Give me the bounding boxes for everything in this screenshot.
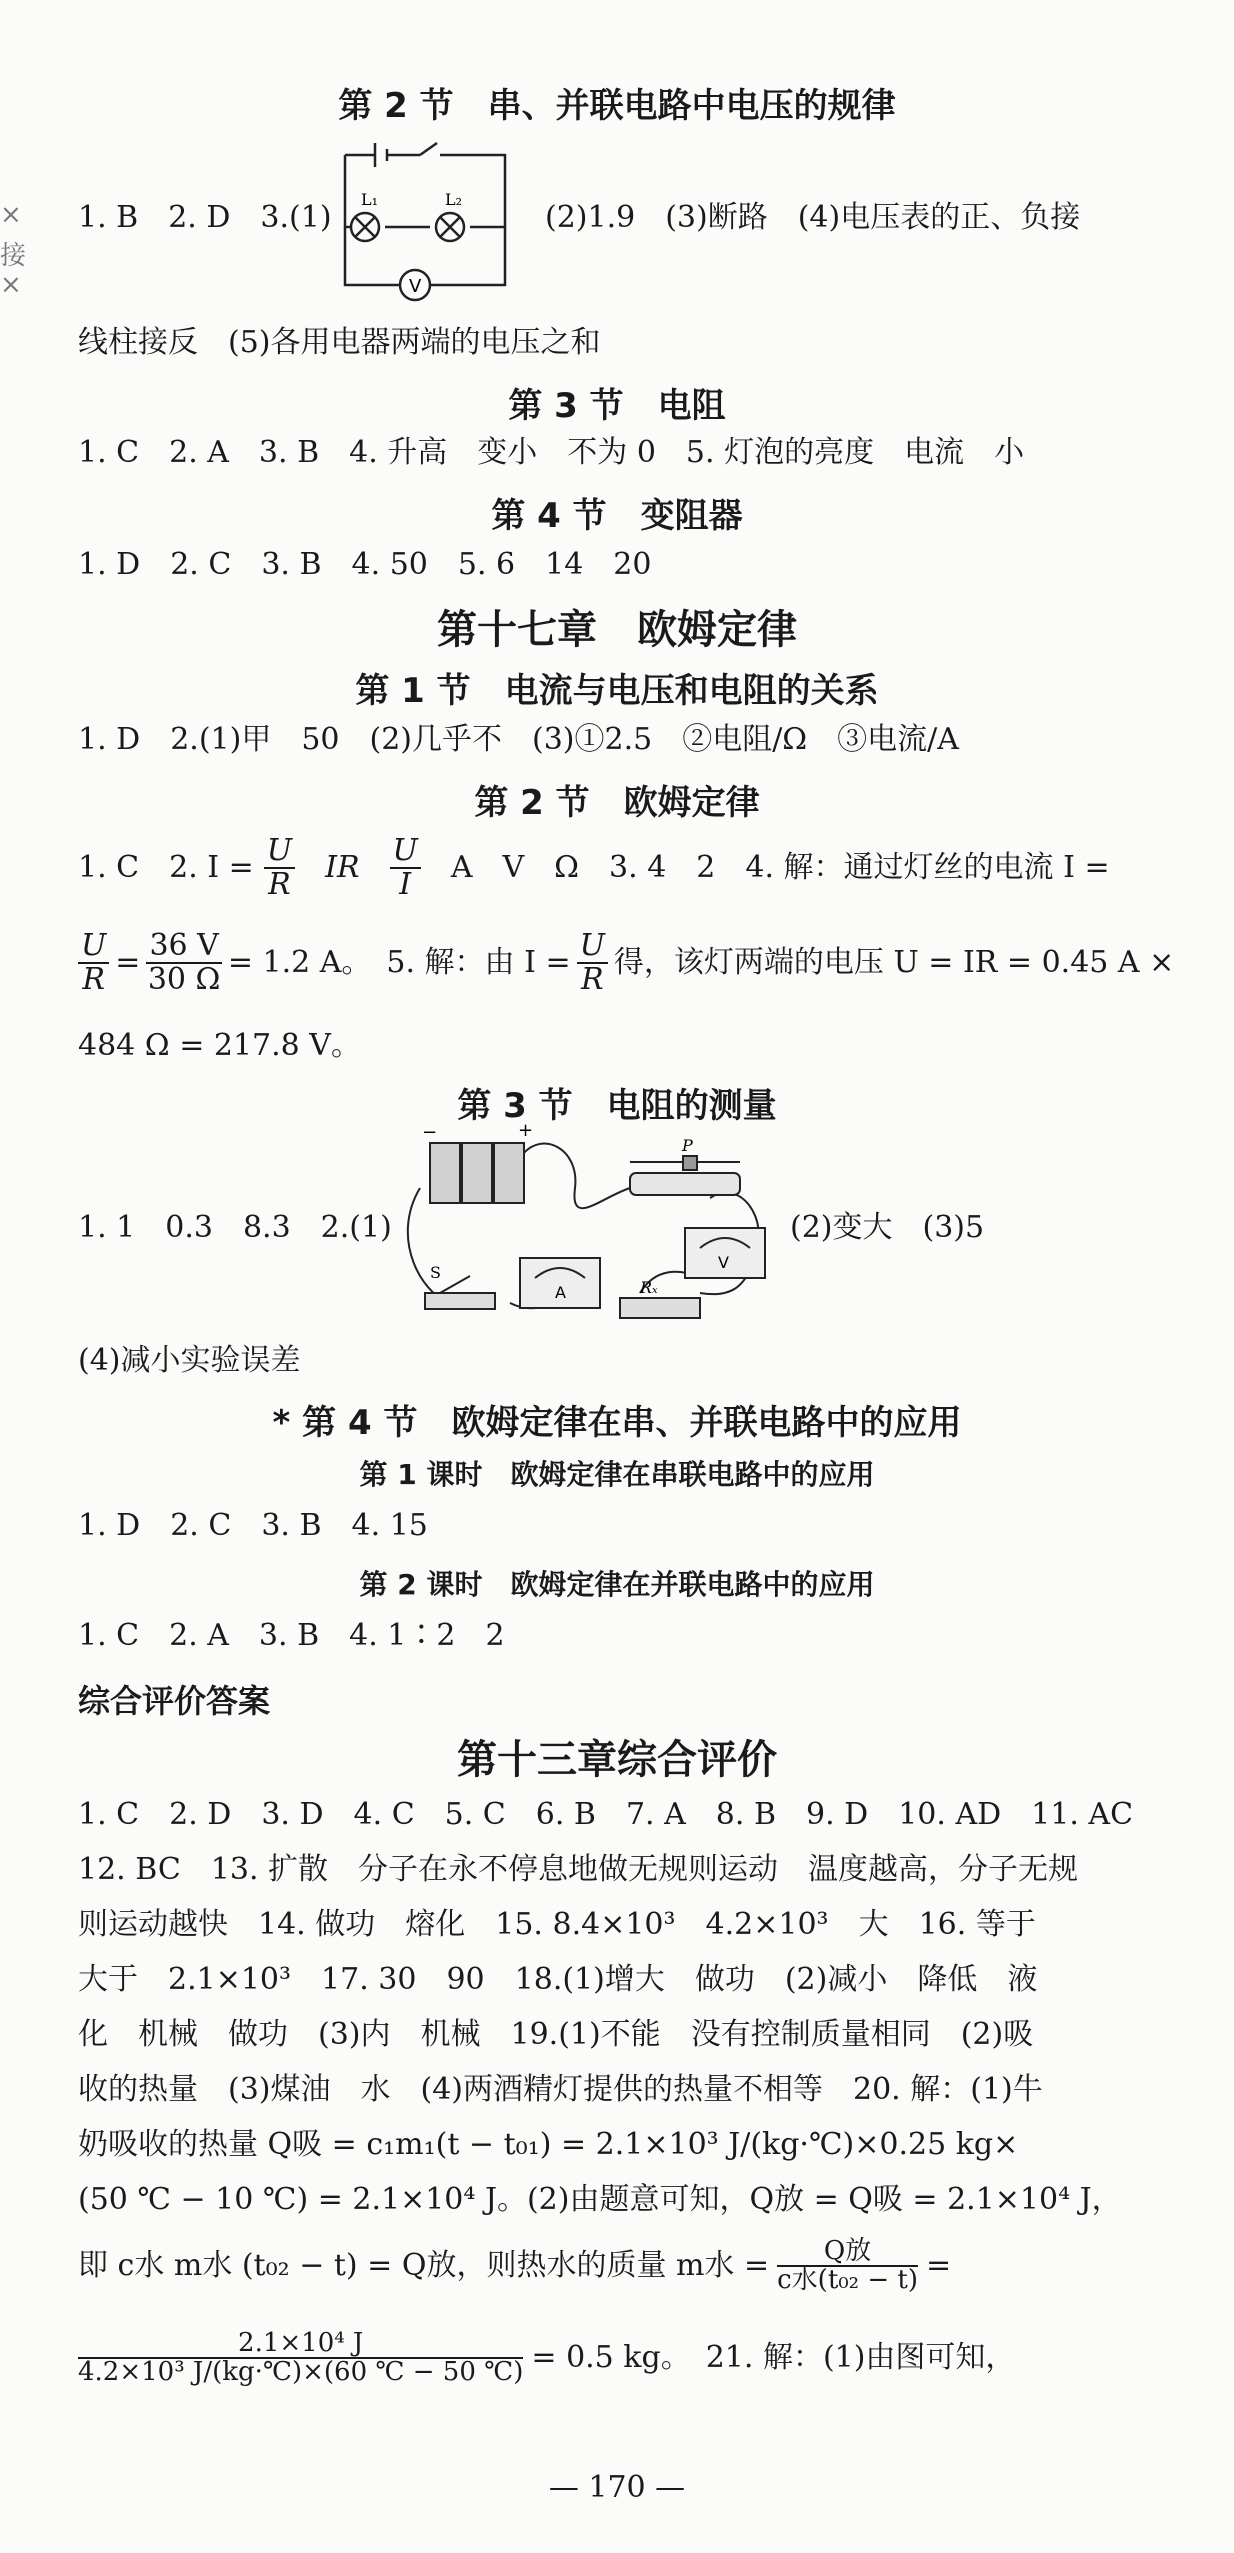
answer-line: $\frac{U}{R}$ = $\frac{36 V}{30 \Omega}$ = 1.2 A。 5. 解：由 I = $\frac{U}{R}$ 得，该灯两端的电压 U = IR = 0.45 A × bbox=[78, 930, 1174, 995]
section-title: * 第 4 节 欧姆定律在串、并联电路中的应用 bbox=[272, 1403, 962, 1443]
answer-line: 12. BC 13. 扩散 分子在永不停息地做无规则运动 温度越高，分子无规 bbox=[78, 1852, 1079, 1887]
answer-line: 1. D 2. C 3. B 4. 15 bbox=[78, 1508, 428, 1543]
answer-line: 1. C 2. D 3. D 4. C 5. C 6. B 7. A 8. B 9. D 10. AD 11. AC bbox=[78, 1797, 1134, 1832]
fraction: $\frac{U}{R}$ bbox=[78, 930, 109, 995]
answer-line: 化 机械 做功 (3)内 机械 19.(1)不能 没有控制质量相同 (2)吸 bbox=[78, 2017, 1034, 2052]
answer-line: 1. D 2.(1)甲 50 (2)几乎不 (3)①2.5 ②电阻/Ω ③电流/A bbox=[78, 722, 959, 757]
answer-line: 即 c水 m水 (t₀₂ − t) = Q放，则热水的质量 m水 = $\frac{\text{Q放}}{\text{c水(t₀₂ − t)}}$ = bbox=[78, 2236, 952, 2296]
voltmeter-label: V bbox=[409, 276, 422, 297]
section-heading: 综合评价答案 bbox=[78, 1682, 271, 1720]
answer-line: 1. C 2. A 3. B 4. 升高 变小 不为 0 5. 灯泡的亮度 电流 小 bbox=[78, 435, 1025, 470]
answer-line: 1. C 2. I = $\frac{U}{R}$ IR $\frac{U}{I}$ A V Ω 3. 4 2 4. 解：通过灯丝的电流 I = bbox=[78, 833, 1110, 902]
answer-line: 奶吸收的热量 Q吸 = c₁m₁(t − t₀₁) = 2.1×10³ J/(kg·℃)×0.25 kg× bbox=[78, 2127, 1019, 2162]
slider-p-label: P bbox=[682, 1136, 693, 1155]
edge-mark: 接 bbox=[0, 241, 27, 271]
answer-line: $\frac{\text{2.1×10⁴ J}}{\text{4.2×10³ J/(kg·℃)×(60 ℃ − 50 ℃)}}$ = 0.5 kg。 21. 解：(1)由图可知， bbox=[78, 2328, 1016, 2388]
edge-mark: × bbox=[0, 200, 22, 230]
answer-line: 1. D 2. C 3. B 4. 50 5. 6 14 20 bbox=[78, 547, 652, 582]
answer-line: 1. 1 0.3 8.3 2.(1) bbox=[78, 1210, 392, 1245]
section-title: 第 4 节 变阻器 bbox=[491, 496, 743, 536]
fraction: $\frac{U}{I}$ bbox=[390, 835, 421, 900]
chapter-title: 第十三章综合评价 bbox=[457, 1736, 777, 1783]
battery-positive-label: + bbox=[518, 1120, 534, 1141]
battery-negative-label: − bbox=[422, 1122, 438, 1143]
ammeter-a-label: A bbox=[555, 1283, 566, 1302]
answer-line: (4)减小实验误差 bbox=[78, 1343, 301, 1378]
fraction: $\frac{\text{Q放}}{\text{c水(t₀₂ − t)}}$ bbox=[777, 2236, 919, 2296]
resistor-rx-label: Rₓ bbox=[640, 1278, 658, 1297]
answer-line: 收的热量 (3)煤油 水 (4)两酒精灯提供的热量不相等 20. 解：(1)牛 bbox=[78, 2072, 1043, 2107]
answer-line: 线柱接反 (5)各用电器两端的电压之和 bbox=[78, 325, 601, 360]
fraction: $\frac{\text{2.1×10⁴ J}}{\text{4.2×10³ J/(kg·℃)×(60 ℃ − 50 ℃)}}$ bbox=[78, 2328, 524, 2388]
fraction: $\frac{36 V}{30 \Omega}$ bbox=[147, 928, 221, 997]
fraction: $\frac{U}{R}$ bbox=[577, 930, 608, 995]
answer-line: 大于 2.1×10³ 17. 30 90 18.(1)增大 做功 (2)减小 降低 液 bbox=[78, 1962, 1038, 1997]
experiment-apparatus-diagram bbox=[400, 1118, 780, 1333]
lesson-title: 第 1 课时 欧姆定律在串联电路中的应用 bbox=[359, 1458, 875, 1491]
answer-line: 484 Ω = 217.8 V。 bbox=[78, 1028, 361, 1063]
answer-line: 则运动越快 14. 做功 熔化 15. 8.4×10³ 4.2×10³ 大 16. 等于 bbox=[78, 1907, 1036, 1942]
chapter-title: 第十七章 欧姆定律 bbox=[437, 606, 797, 653]
page-number: — 170 — bbox=[548, 2470, 686, 2505]
series-circuit-diagram bbox=[325, 135, 535, 310]
answer-line: (2)1.9 (3)断路 (4)电压表的正、负接 bbox=[545, 200, 1081, 235]
section-title: 第 1 节 电流与电压和电阻的关系 bbox=[355, 671, 879, 711]
switch-s-label: S bbox=[430, 1263, 441, 1282]
lamp-l2-label: L₂ bbox=[445, 190, 463, 209]
answer-line: (50 ℃ − 10 ℃) = 2.1×10⁴ J。(2)由题意可知，Q放 = Q吸 = 2.1×10⁴ J， bbox=[78, 2182, 1122, 2217]
lamp-l1-label: L₁ bbox=[361, 190, 379, 209]
voltmeter-v-label: V bbox=[718, 1253, 729, 1272]
fraction: $\frac{U}{R}$ bbox=[264, 835, 295, 900]
lesson-title: 第 2 课时 欧姆定律在并联电路中的应用 bbox=[359, 1568, 875, 1601]
section-title: 第 3 节 电阻 bbox=[508, 386, 726, 426]
section-title: 第 2 节 串、并联电路中电压的规律 bbox=[338, 86, 896, 126]
edge-mark: × bbox=[0, 270, 22, 300]
section-title: 第 2 节 欧姆定律 bbox=[474, 783, 760, 823]
answer-line: (2)变大 (3)5 bbox=[790, 1210, 985, 1245]
answer-line: 1. C 2. A 3. B 4. 1∶2 2 bbox=[78, 1618, 505, 1653]
answer-line: 1. B 2. D 3.(1) bbox=[78, 200, 332, 235]
section-title: 第 3 节 电阻的测量 bbox=[457, 1086, 777, 1126]
